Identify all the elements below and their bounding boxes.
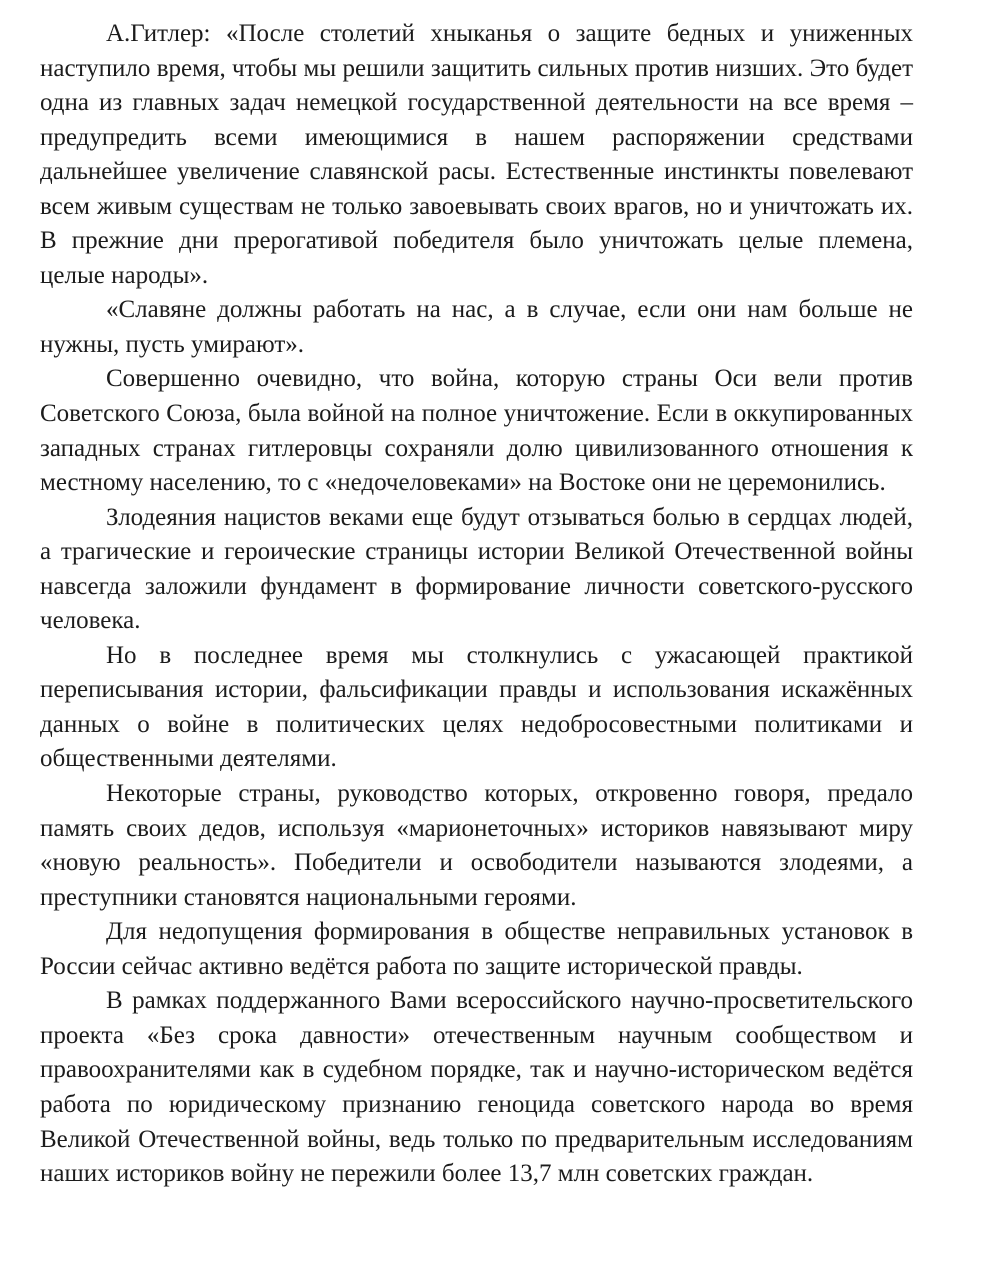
paragraph-historical-truth: Для недопущения формирования в обществе неправильных установок в России сейчас активно ведётся работа по защите исторической правды.: [40, 918, 913, 980]
paragraph-hitler-quote: А.Гитлер: «После столетий хныканья о защите бедных и униженных наступило время, чтобы мы решили защитить сильных против низших. Это будет одна из главных задач немецкой государственной деятельности на все время – предупредить всеми имеющимися в нашем распоряжении средствами дальнейшее увеличение славянской расы. Естественные инстинкты повелевают всем живым существам не только завоевывать своих врагов, но и уничтожать их. В прежние дни прерогативой победителя было уничтожать целые племена, целые народы».: [40, 20, 913, 289]
paragraph-slavs-quote: «Славяне должны работать на нас, а в случае, если они нам больше не нужны, пусть умирают».: [40, 296, 913, 358]
paragraph-new-reality: Некоторые страны, руководство которых, откровенно говоря, предало память своих дедов, используя «марионеточных» историков навязывают миру «новую реальность». Победители и освободители называются злодеями, а преступники становятся национальными героями.: [40, 780, 913, 911]
paragraph-no-statute-project: В рамках поддержанного Вами всероссийского научно-просветительского проекта «Без срока давности» отечественным научным сообществом и правоохранителями как в судебном порядке, так и научно-историческом ведётся работа по юридическому признанию геноцида советского народа во время Великой Отечественной войны, ведь только по предварительным исследованиям наших историков войну не пережили более 13,7 млн советских граждан.: [40, 987, 913, 1188]
paragraph-history-rewriting: Но в последнее время мы столкнулись с ужасающей практикой переписывания истории, фальсификации правды и использования искажённых данных о войне в политических целях недобросовестными политиками и общественными деятелями.: [40, 641, 913, 773]
paragraph-annihilation-war: Совершенно очевидно, что война, которую страны Оси вели против Советского Союза, была войной на полное уничтожение. Если в оккупированных западных странах гитлеровцы сохраняли долю цивилизованного отношения к местному населению, то с «недочеловеками» на Востоке они не церемонились.: [40, 365, 913, 497]
paragraph-nazi-atrocities: Злодеяния нацистов веками еще будут отзываться болью в сердцах людей, а трагические и героические страницы истории Великой Отечественной войны навсегда заложили фундамент в формирование личности советского-русского человека.: [40, 503, 913, 635]
document-page: [40, 17, 913, 1192]
